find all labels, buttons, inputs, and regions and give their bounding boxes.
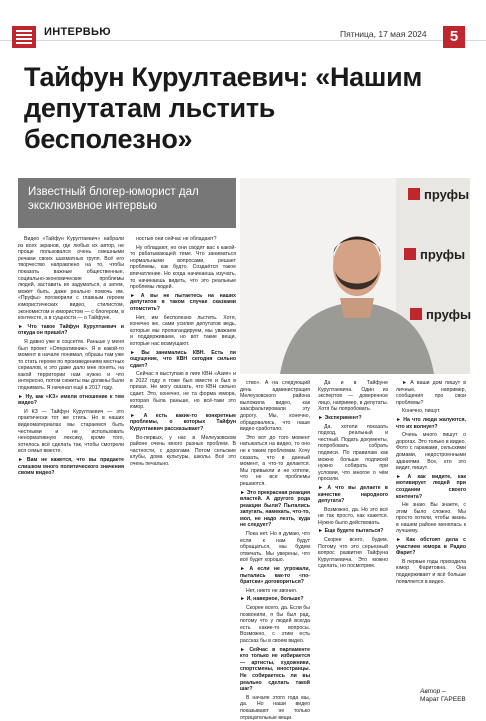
- paragraph: Да, хотели показать подход, реальный и честный. Подать документы, попробовать собрать подписи. По правилам как можно больше подписей нужно собирать при условии, что многое о чём просили.: [318, 423, 388, 483]
- page-header: [0, 0, 486, 45]
- paragraph: Видео «Тайфун Курултаевич» набрали из всех экранов, где любых их автор, не проще пользовался очень смешными речами своих шахматных групп. Всё его творчество направлено на то, чтобы показать важные общественные, социально-экономические проблемы людей, заставить их задуматься, а затем, может быть, даже реально помочь им. «Пруфы» поговорили с главным героем юмористических видео, стилистом, экономистом и юмористом — с блогером, в контексте, а в сущности — о Тайфуне.: [18, 236, 124, 322]
- subheadline: Известный блогер-юморист дал эксклюзивное интервью: [18, 178, 236, 228]
- paragraph: Сейчас я выступаю в лиге КВН «Азия» и в 2022 году я тоже был вместе и был в призах. Не могу сказать, что КВН сильно сдает. Это, конечно, не та форма юмора, которая была раньше, но всё-таки это юмор.: [130, 371, 236, 411]
- paragraph: В первые годы приходила юмор Фаритовна. Она поддерживает и всё больше появляется в видео.: [396, 558, 466, 585]
- paragraph: ностью они сейчас не обладают?: [136, 236, 217, 242]
- paragraph: Во-первых, у нас в Мелеузовском районе очень много разных проблем. В частности, с дорогами. Потом сельские клубы, дома культуры, школы. Всё это очень печально.: [130, 434, 236, 467]
- section-name: ИНТЕРВЬЮ: [44, 26, 111, 38]
- text-column-2: [130, 236, 236, 706]
- paragraph: ► А ваши дом пишут в личные, например, сообщения про свои проблемы?: [396, 380, 466, 406]
- interview-question: ► Это прекрасная реакция властей. А другого рода реакции были? Пытались запугать, намекать, что-то, мол, не надо лезть, куда не следует?: [240, 489, 310, 529]
- newspaper-logo-icon: [12, 26, 36, 48]
- interview-question: ► Что такое Тайфун Курултаевич и откуда он пришёл?: [18, 323, 124, 337]
- paragraph: Не знаю. Вы знаете, с этим было сложно. Мы просто хотели, чтобы жизнь в нашем районе менялась к лучшему.: [396, 502, 466, 535]
- text-column-3: [240, 380, 310, 721]
- paragraph: Скорее всего, да. Если бы позвонили, я бы был рад, потому что у людей всегда есть какие-то вопросы. Возможно, с этим есть рассказ бы в своем видео.: [240, 605, 310, 644]
- text-column-1: [18, 236, 124, 706]
- paragraph: Скорее всего, будем. Потому что это серьезный вопрос развития Тайфуна Курултаевича. Это можно сделать, но посмотрим.: [318, 537, 388, 570]
- backdrop-logo-text: пруфы: [420, 247, 466, 262]
- interview-question: ► А вы не пытаетесь на наших депутатов в таком случае сказками отомстить?: [130, 292, 236, 312]
- paragraph: Я давно уже в соцсетях. Раньше у меня был проект «Оперативник». Я в какой-то момент в начале понимал, образы там уже то стать героем по произведениям местных сериалов, и это даже дало мне понять, на какой территории нам нужно и что интересно, потом сюжеты мы должны были поднимать. Я начинал ещё в 2017 году.: [18, 338, 124, 392]
- paragraph: Да и в Тайфуне Курултаевича. Один из экспертов — доверенное лицо, например, в депутаты. Хотя бы попробовать.: [318, 380, 388, 413]
- paragraph: Пока нет. Но я думаю, что если к нам будут обращаться, мы будем отвечать. Мы уверены, что всё будет хорошо.: [240, 531, 310, 564]
- paragraph: Нет, им бесполезно льстить. Хотя, конечно же, сами усилия депутатов ведь, которые мы пропагандируем, мы уважаем и поддерживаем, но вот такие вещи, которые нас возмущают.: [130, 314, 236, 347]
- author-label: Автор –: [420, 688, 446, 695]
- interview-photo: [240, 178, 470, 374]
- paragraph: Конечно, пишут.: [402, 408, 441, 415]
- interview-question: ► А как видите, как мотивирует людей при создании своего контента?: [396, 473, 466, 500]
- text-column-5: [396, 380, 466, 685]
- paragraph: Очень много пишут о дорогах. Это только в видео. Фото с гаражами, сельскими домами, недостроенными зданиями. Все, кто это видит, пишут.: [396, 432, 466, 472]
- paragraph: Возможно, да. Но это всё не так просто, как кажется. Нужно было действовать.: [318, 506, 388, 526]
- backdrop-logo-text: пруфы: [424, 187, 470, 202]
- paragraph: Нет, никто не звонил.: [246, 587, 298, 594]
- author-credit: [420, 688, 466, 704]
- interview-question: ► Еще будете пытаться?: [318, 528, 384, 535]
- interview-question: ► И, наверное, больше?: [240, 596, 304, 603]
- paragraph: Ну обладают, но они сводят вас к какой-то рабатывающей теме. Что заниматься нормальными вопросами, решает проблемы, как будто. Создаётся такое впечатление. Но когда начинаешь изучать, то начинаешь видеть, что это реальные проблемы людей.: [130, 244, 236, 291]
- page-number: 5: [443, 26, 465, 48]
- issue-date: Пятница, 17 мая 2024: [340, 29, 427, 39]
- interview-question: ► Ну, как «КЗ» имели отношение к тем видео?: [18, 393, 124, 407]
- interview-question: ► Эксперимент?: [318, 414, 362, 421]
- interview-question: ► Вам не кажется, что вы придаете слишком много политического значения своим видео?: [18, 457, 124, 477]
- interview-question: ► А если не угрожали, пытались как-то «по-братски» договориться?: [240, 566, 310, 586]
- interview-question: ► Вы занимались КВН. Есть ли ощущение, что КВН сегодня сильно сдает?: [130, 349, 236, 369]
- backdrop-logo-text: пруфы: [426, 307, 472, 322]
- interview-question: ► А есть какие-то конкретные проблемы, о которых Тайфун Курултаевич рассказывает?: [130, 412, 236, 433]
- interview-question: ► Как обстоят дела с участием юмора в Радио Фарит?: [396, 537, 466, 557]
- interview-question: ► Сейчас в парламенте кто только не избирается — артисты, художники, спортсмены, иностранцы. Не собираетесь ли вы реально сделать такой шаг?: [240, 646, 310, 693]
- author-name: Марат ГАРЕЕВ: [420, 696, 466, 703]
- text-column-4: [318, 380, 388, 705]
- interview-question: ► А что вы делаете в качестве народного депутата?: [318, 484, 388, 505]
- interview-question: ► На что люди жалуются, что их волнует?: [396, 416, 466, 430]
- paragraph: Это вот до того момент натыкаться на видео, то оно не к таким проблемам. Хочу сказать, что в данный момент, а что-то делается. Мы привыкли и не хотели, что не все проблемы решаются.: [240, 434, 310, 487]
- headline: Тайфун Курултаевич: «Нашим депутатам льстить бесполезно»: [24, 62, 423, 154]
- paragraph: И КЗ — Тайфун Курултаевич — это практически тот же стиль. Но в наших видеоматериалах мы стараемся быть честными и не использовать ненормативную лексику, кроме того, хотелось всё сделать так, чтобы смотрели вся семья вместе.: [18, 408, 124, 455]
- paragraph: ство». А на следующий день администрация Мелеузовского района выложила видео, как заасфальтировали эту дорогу. Мы, конечно, обрадовались, что наше видео сработало.: [240, 380, 310, 433]
- paragraph: В начале этого года мы, да. Но наши видео показывают не только отрицательные вещи.: [240, 694, 310, 721]
